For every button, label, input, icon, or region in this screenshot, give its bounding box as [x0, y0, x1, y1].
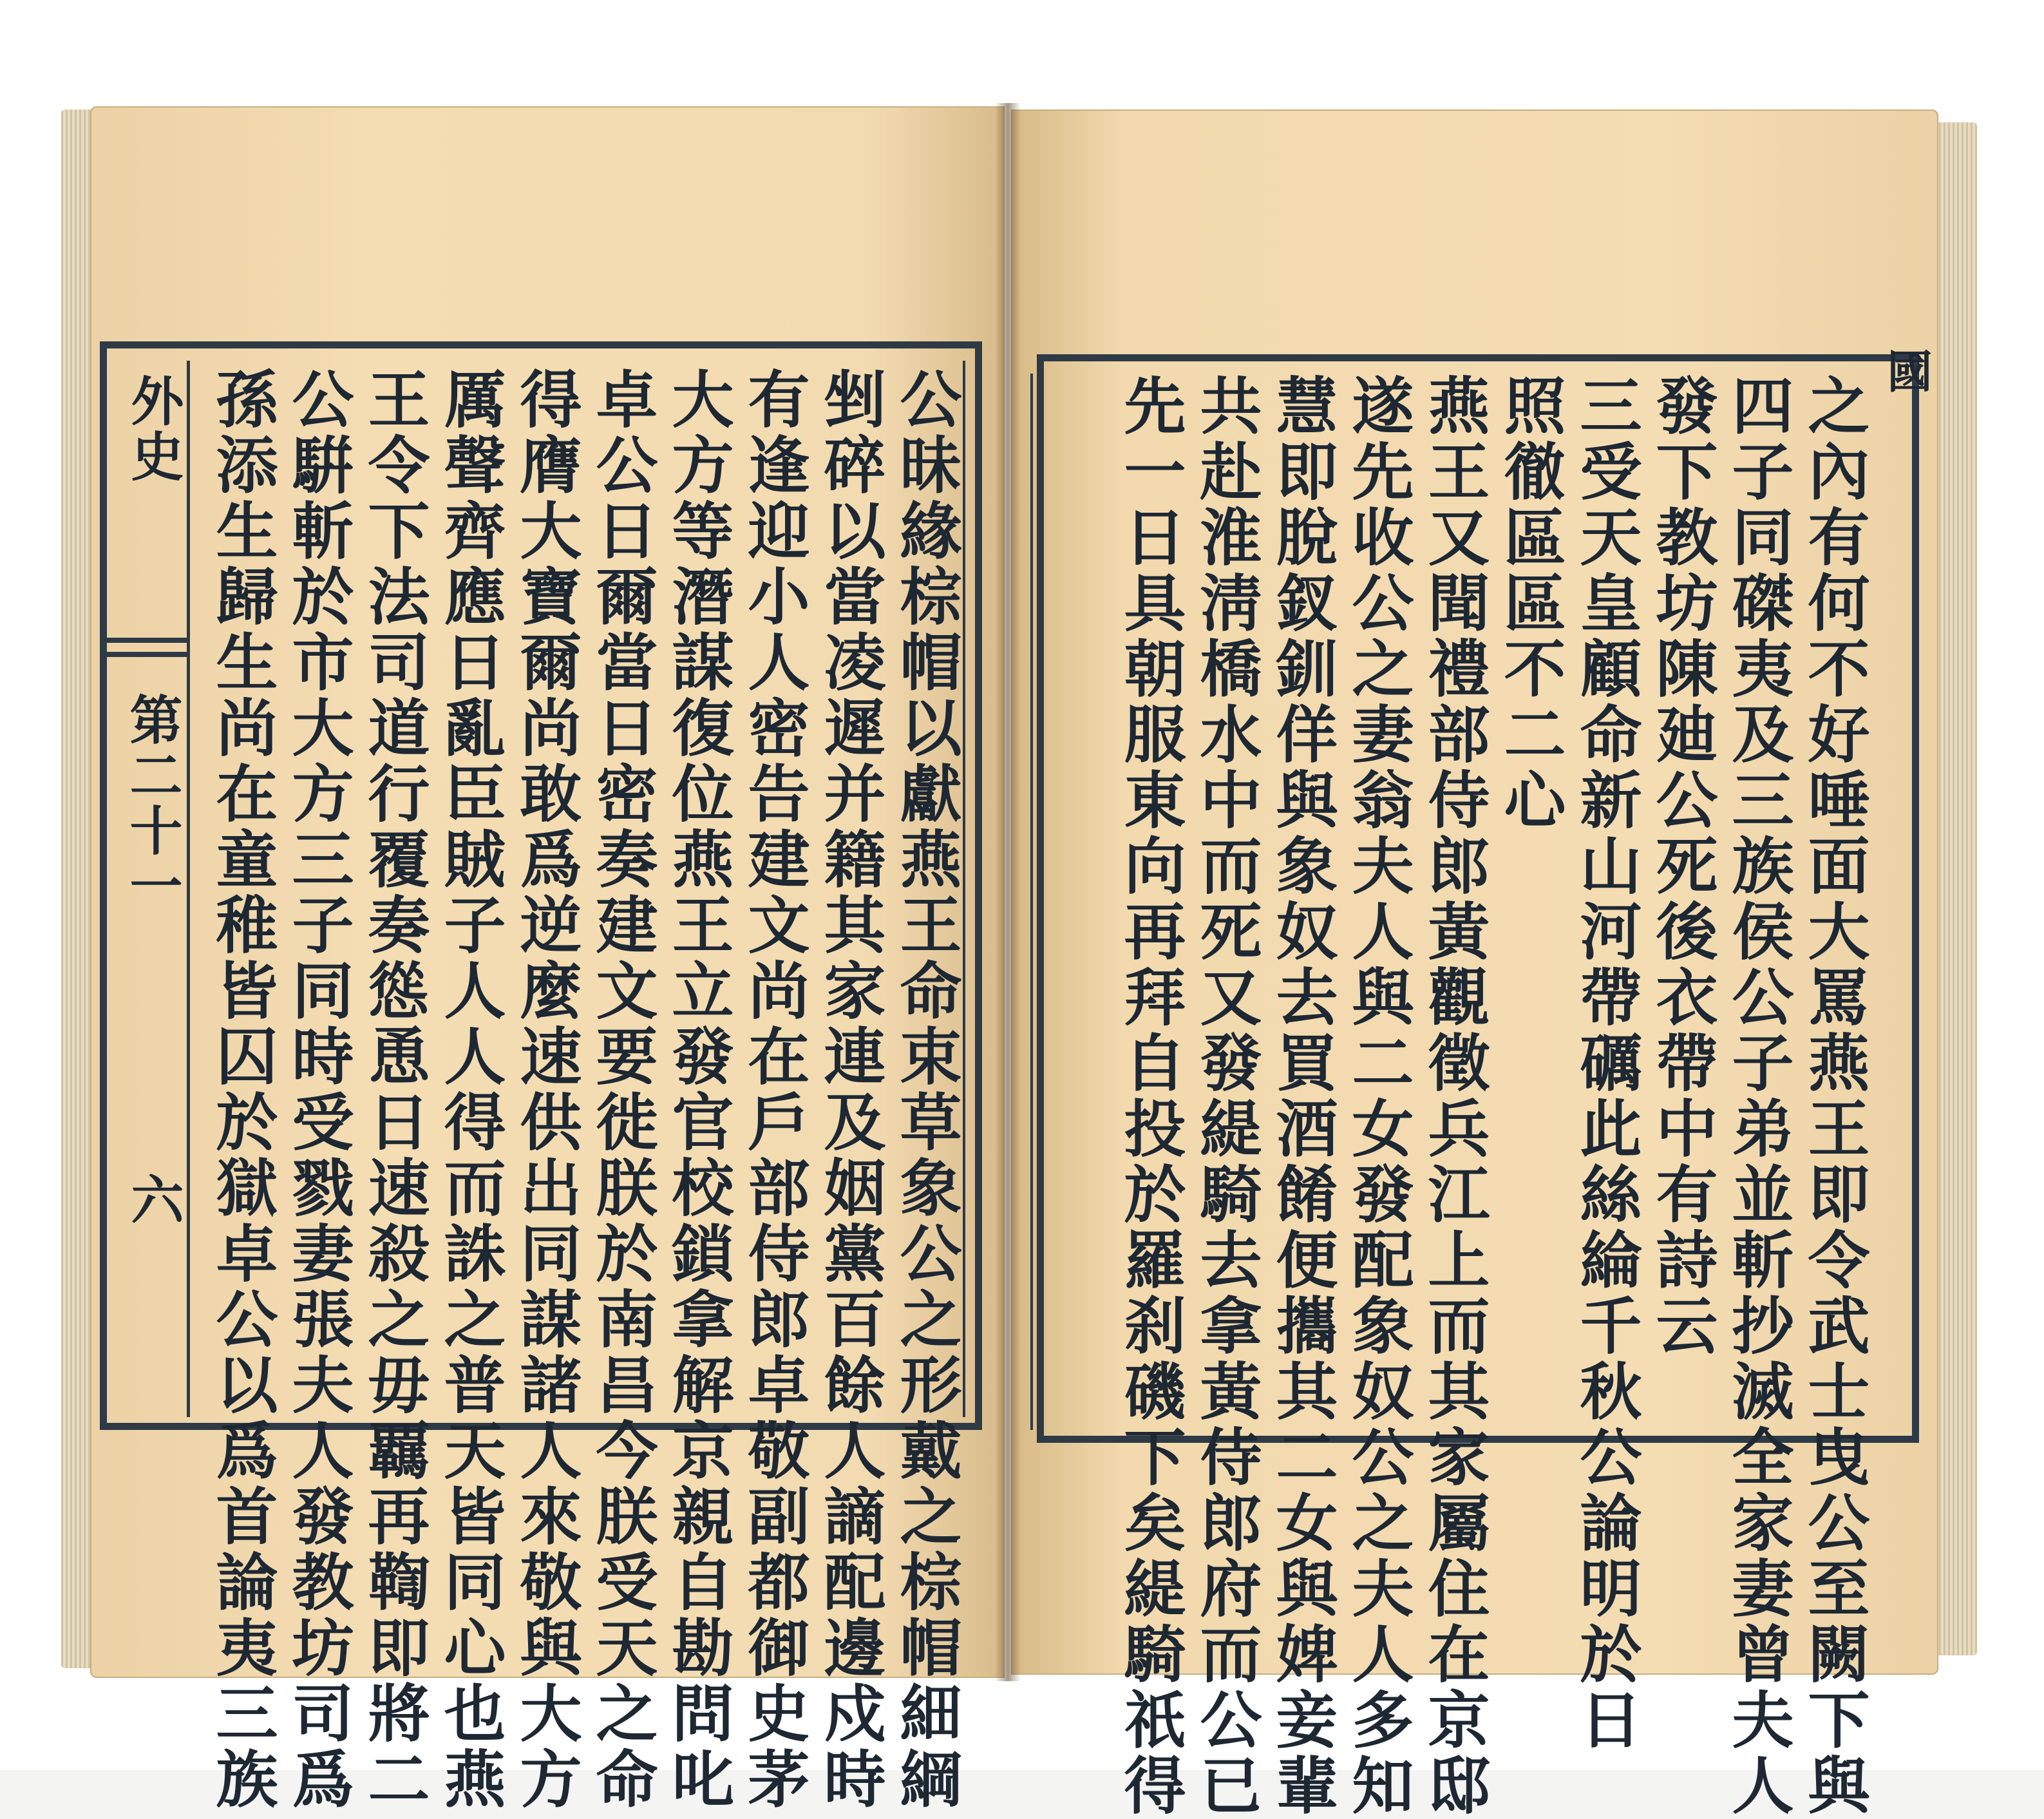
right-margin-mark: 國: [1880, 348, 1933, 393]
right-text-column: 遂先收公之妻翁夫人與二女發配象奴公之夫人多知: [1342, 374, 1415, 1819]
right-text-column: 發下教坊陳廸公死後衣帶中有詩云: [1646, 374, 1719, 1359]
margin-leaf-number: 六: [122, 1172, 184, 1225]
right-text-column: 四子同磔夷及三族侯公子弟並斬抄滅全家妻曾夫人: [1722, 374, 1795, 1819]
margin-chapter-number: 第二十一: [121, 692, 183, 914]
right-text-column: 三受天皇顧命新山河帶礪此絲綸千秋公論明於日: [1570, 374, 1643, 1753]
left-text-column: 卓公日爾當日密奏建文要徙朕於南昌今朕受天之命: [586, 367, 659, 1813]
left-text-column: 公昧緣棕帽以獻燕王命束草象公之形戴之棕帽細綱: [890, 367, 963, 1813]
margin-book-title: 外史: [122, 374, 184, 484]
right-text-column: 共赴淮淸橋水中而死又發緹騎去拿黃侍郎府而公已: [1190, 374, 1263, 1819]
left-text-column: 有逢迎小人密告建文尚在戶部侍郎卓敬副都御史茅: [738, 367, 811, 1813]
right-text-column: 燕王又聞禮部侍郎黃觀徵兵江上而其家屬住在京邸: [1418, 374, 1491, 1819]
right-text-column: 慧即脫釵釧佯與象奴去買酒餚便攜其二女與婢妾輩: [1266, 374, 1339, 1819]
right-page-inner-rule: [1030, 374, 1033, 1430]
left-text-column: 王令下法司道行覆奏慫恿日速殺之毋覊再鞫即將二: [358, 367, 431, 1813]
fishtail-mark: [106, 638, 190, 657]
right-text-column: 照徹區區不二心: [1494, 374, 1567, 833]
left-text-column: 公騈斬於市大方三子同時受戮妻張夫人發教坊司爲: [282, 367, 355, 1813]
left-text-column: 得膺大寶爾尚敢爲逆麼速供出同謀諸人來敬與大方: [510, 367, 583, 1813]
right-text-column: 先一日具朝服東向再拜自投於羅刹磯下矣緹騎祇得: [1114, 374, 1187, 1819]
left-page-inner-rule: [963, 361, 965, 1417]
book-gutter: [995, 103, 1021, 1681]
left-text-column: 孫添生歸生尚在童稚皆囚於獄卓公以爲首論夷三族: [206, 367, 279, 1813]
left-text-column: 厲聲齊應日亂臣賊子人人得而誅之普天皆同心也燕: [434, 367, 507, 1813]
right-text-column: 之內有何不好唾面大罵燕王即令武士曳公至闕下與: [1798, 374, 1871, 1819]
left-text-column: 大方等潛謀復位燕王立發官校鎖拿解京親自勘問叱: [662, 367, 735, 1813]
left-text-column: 剉碎以當凌遲并籍其家連及姻黨百餘人謫配邊戍時: [814, 367, 887, 1813]
